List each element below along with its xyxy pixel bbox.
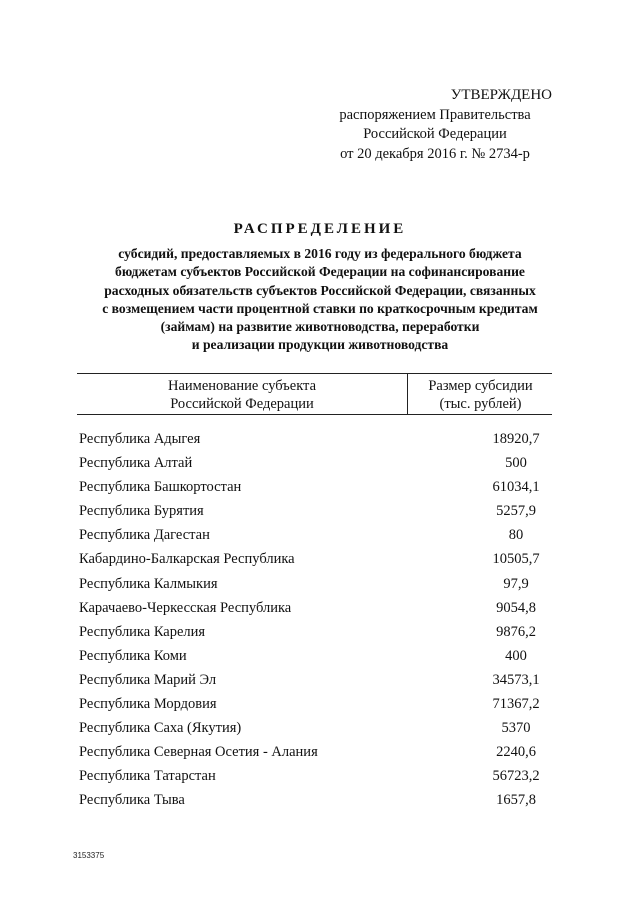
approval-line-2: Российской Федерации [363, 126, 507, 142]
table-row [79, 740, 559, 764]
subsidy-amount: 18920,7 [492, 431, 540, 447]
subsidy-amount: 34573,1 [492, 671, 540, 688]
approval-line-3: от 20 декабря 2016 г. № 2734-р [340, 145, 530, 162]
column-header-line: Наименование субъекта [167, 378, 317, 394]
subsidy-amount: 400 [505, 647, 527, 664]
table-row [79, 451, 559, 475]
subsidy-amount: 71367,2 [492, 696, 540, 713]
table-row [79, 547, 559, 571]
subtitle-line: бюджетам субъектов Российской Федерации на софинансирование [115, 264, 525, 280]
table-row [79, 644, 559, 668]
subtitle-line: с возмещением части процентной ставки по краткосрочным кредитам [102, 300, 538, 316]
subsidy-amount: 1657,8 [496, 792, 536, 809]
subject-name: Карачаево-Черкесская Республика [79, 599, 292, 616]
table-body [79, 427, 559, 813]
subject-name: Республика Северная Осетия - Алания [79, 744, 318, 761]
table-row [79, 668, 559, 692]
subtitle-line: субсидий, предоставляемых в 2016 году из федерального бюджета [118, 246, 522, 261]
subtitle-line: (займам) на развитие животноводства, переработки [160, 319, 480, 335]
document-code: 3153375 [73, 851, 105, 860]
table-row [79, 764, 559, 788]
table-row [79, 475, 559, 499]
subject-name: Республика Карелия [79, 623, 206, 640]
subsidy-amount: 10505,7 [492, 551, 540, 568]
subject-name: Республика Тыва [79, 792, 185, 809]
approval-block [300, 86, 570, 164]
subject-name: Республика Бурятия [79, 503, 204, 520]
column-header-subject [77, 374, 408, 414]
subtitle-line: и реализации продукции животноводства [191, 337, 449, 353]
table-row [79, 620, 559, 644]
document-subtitle [60, 245, 580, 355]
approval-heading: УТВЕРЖДЕНО [450, 87, 552, 103]
subject-name: Республика Дагестан [79, 527, 210, 544]
subsidy-amount: 2240,6 [496, 744, 536, 761]
subject-name: Республика Марий Эл [79, 671, 217, 688]
table-row [79, 523, 559, 547]
column-header-line: Российской Федерации [170, 396, 314, 412]
subsidy-amount: 500 [505, 455, 527, 472]
table-header [77, 373, 552, 415]
subtitle-line: расходных обязательств субъектов Российской Федерации, связанных [104, 282, 536, 298]
subject-name: Республика Башкортостан [79, 479, 242, 496]
subsidy-amount: 5257,9 [496, 503, 536, 520]
column-header-line: Размер субсидии [428, 378, 533, 394]
subsidy-amount: 9876,2 [496, 623, 536, 640]
subsidy-amount: 97,9 [503, 575, 529, 592]
subject-name: Республика Калмыкия [79, 575, 218, 592]
table-row [79, 596, 559, 620]
subject-name: Республика Алтай [79, 455, 193, 472]
document-title: РАСПРЕДЕЛЕНИЕ [233, 221, 407, 237]
subject-name: Республика Татарстан [79, 768, 216, 785]
subject-name: Республика Адыгея [79, 431, 201, 447]
table-row [79, 427, 559, 451]
subsidy-amount: 80 [508, 527, 524, 544]
subsidy-amount: 5370 [501, 720, 531, 737]
table-row [79, 788, 559, 812]
subject-name: Республика Коми [79, 647, 187, 664]
table-row [79, 572, 559, 596]
table-row [79, 716, 559, 740]
subsidy-amount: 61034,1 [492, 479, 540, 496]
table-row [79, 499, 559, 523]
subject-name: Республика Мордовия [79, 696, 217, 713]
subject-name: Кабардино-Балкарская Республика [79, 551, 295, 568]
column-header-line: (тыс. рублей) [439, 396, 522, 412]
table-row [79, 692, 559, 716]
subsidy-amount: 9054,8 [496, 599, 536, 616]
approval-line-1: распоряжением Правительства [339, 106, 531, 123]
column-header-amount [409, 374, 552, 414]
subject-name: Республика Саха (Якутия) [79, 720, 242, 737]
subsidy-amount: 56723,2 [492, 768, 540, 785]
